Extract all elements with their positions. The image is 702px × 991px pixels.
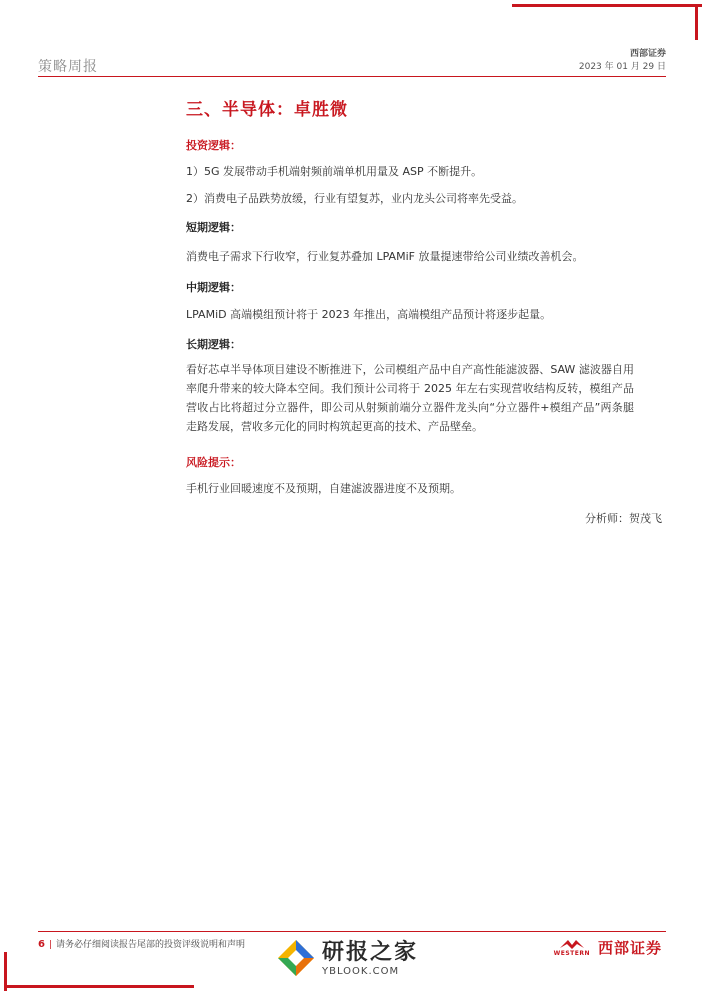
header-info: [579, 48, 666, 74]
mid-term-label: 中期逻辑：: [186, 281, 241, 294]
section-title: 三、半导体：卓胜微: [186, 100, 348, 120]
brand-chinese-name: 西部证券: [597, 939, 662, 957]
page-number: 6: [38, 939, 45, 950]
risk-text: 手机行业回暖速度不及预期，自建滤波器进度不及预期。: [186, 482, 461, 495]
footer-disclaimer: [38, 937, 245, 950]
disclaimer-text: 请务必仔细阅读报告尾部的投资评级说明和声明: [56, 940, 246, 950]
report-date: 2023 年 01 月 29 日: [578, 62, 666, 72]
brand-logo: [554, 937, 662, 958]
footer-divider: [38, 931, 666, 932]
investment-logic-label: 投资逻辑：: [186, 139, 241, 152]
header-divider: [38, 76, 666, 77]
short-term-text: 消费电子需求下行收窄，行业复苏叠加 LPAMiF 放量提速带给公司业绩改善机会。: [186, 250, 584, 263]
corner-decoration-bottom: [4, 985, 194, 988]
watermark-logo-icon: [276, 938, 316, 978]
watermark-title: 研报之家: [322, 939, 419, 965]
watermark-url: YBLOOK.COM: [322, 965, 400, 977]
investment-point-1: 1）5G 发展带动手机端射频前端单机用量及 ASP 不断提升。: [186, 165, 483, 178]
brand-english-name: WESTERN: [553, 950, 590, 957]
risk-label: 风险提示：: [186, 456, 241, 469]
long-term-text: 看好芯卓半导体项目建设不断推进下，公司模组产品中自产高性能滤波器、SAW 滤波器自用率爬升带来的较大降本空间。我们预计公司将于 2025 年左右实现营收结构反转，模组产品营收占比将超过分立器件，即公司从射频前端分立器件龙头向“分立器件+模组产品”两条腿走路发展，营收多元化的同时构筑起更高的技术、产品壁垒。: [186, 363, 634, 433]
short-term-label: 短期逻辑：: [186, 221, 241, 234]
analyst-name: 分析师：贺茂飞: [585, 512, 662, 525]
watermark: [276, 938, 418, 978]
mid-term-text: LPAMiD 高端模组预计将于 2023 年推出，高端模组产品预计将逐步起量。: [186, 308, 552, 321]
corner-decoration-top-vertical: [695, 4, 698, 40]
report-type-title: 策略周报: [38, 59, 98, 75]
long-term-label: 长期逻辑：: [186, 338, 241, 351]
brand-bird-icon: [559, 938, 585, 950]
company-name: 西部证券: [629, 49, 666, 59]
corner-decoration-top: [512, 4, 702, 7]
footer-separator: |: [48, 940, 53, 950]
investment-point-2: 2）消费电子品跌势放缓，行业有望复苏，业内龙头公司将率先受益。: [186, 192, 523, 205]
